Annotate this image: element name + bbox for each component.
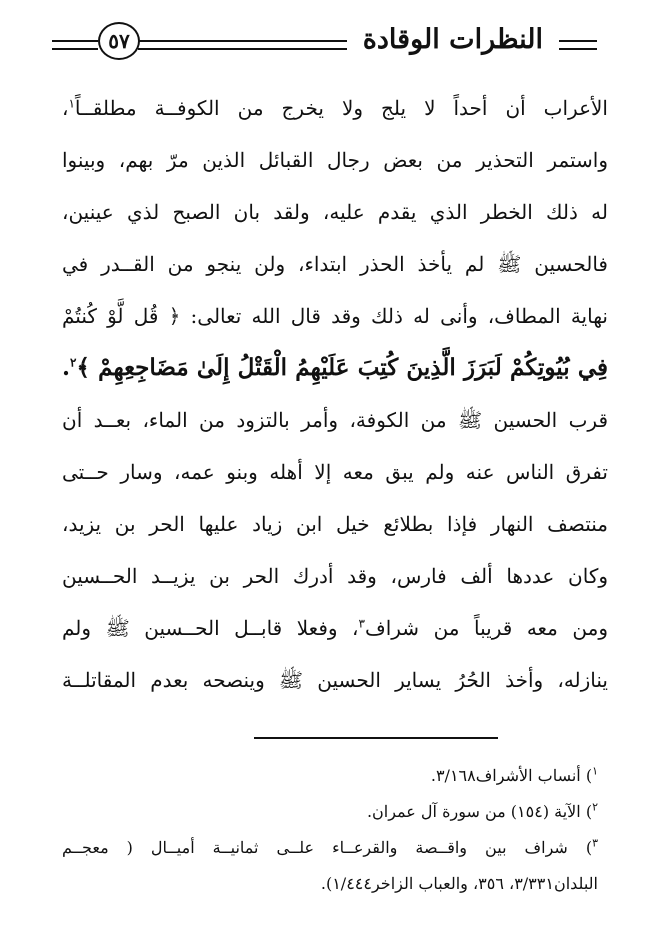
header-rule-left <box>52 40 98 50</box>
text-line: وكان عددها ألف فارس، وقد أدرك الحر بن يزيــد الحــسين <box>62 564 608 588</box>
footnote: $^١$) أنساب الأشراف٣/١٦٨. <box>430 764 598 785</box>
footnote-ref: ٣ <box>358 616 365 631</box>
footnote-ref: ٢ <box>70 355 77 370</box>
text-line: تفرق الناس عنه ولم يبق معه إلا أهله وبنو عمه، وسار حــتى <box>62 460 608 484</box>
page-header <box>52 18 597 70</box>
text-line: ينازله، وأخذ الحُرُ يساير الحسين ﷺ وينصحه بعدم المقاتلــة <box>62 668 608 692</box>
footnote-ref: ١ <box>68 96 75 111</box>
running-title: النظرات الوقادة <box>362 24 543 55</box>
text-line: واستمر التحذير من بعض رجال القبائل الذين مرّ بهم، وبينوا <box>62 148 608 172</box>
header-rule-right <box>559 40 597 50</box>
footnote-continuation: البلدان٣/٣٣١، ٣٥٦، والعباب الزاخر١/٤٤٤). <box>320 874 598 893</box>
page-number: ٥٧ <box>98 22 140 60</box>
text-line: ومن معه قريباً من شراف$^٣$، وفعلا قابــل الحــسين ﷺ ولم <box>62 616 608 640</box>
text-line: الأعراب أن أحداً لا يلج ولا يخرج من الكوفــة مطلقــاً$^١$، <box>62 96 608 120</box>
text-line: له ذلك الخطر الذي يقدم عليه، ولقد بان الصبح لذي عينين، <box>62 200 608 224</box>
header-rule-middle <box>138 40 347 50</box>
quran-verse-line: فِي بُيُوتِكُمْ لَبَرَزَ الَّذِينَ كُتِبَ عَلَيْهِمُ الْقَتْلُ إِلَىٰ مَضَاجِعِهِمْ ﴾$^٢$. <box>62 354 608 381</box>
footnote: $^٣$) شراف بين واقــصة والقرعــاء علــى ثمانيــة أميــال ( معجــم <box>62 836 598 857</box>
main-text <box>62 82 608 706</box>
text-line: قرب الحسين ﷺ من الكوفة، وأمر بالتزود من الماء، بعــد أن <box>62 408 608 432</box>
footnotes <box>62 758 598 902</box>
footnote: $^٢$) الآية (١٥٤) من سورة آل عمران. <box>366 800 598 821</box>
footnote-separator <box>254 737 498 739</box>
text-line: منتصف النهار فإذا بطلائع خيل ابن زياد عليها الحر بن يزيد، <box>62 512 608 536</box>
text-line: فالحسين ﷺ لم يأخذ الحذر ابتداء، ولن ينجو من القــدر في <box>62 252 608 276</box>
text-line: نهاية المطاف، وأنى له ذلك وقد قال الله تعالى: ﴿ قُل لَّوْ كُنتُمْ <box>62 304 608 328</box>
